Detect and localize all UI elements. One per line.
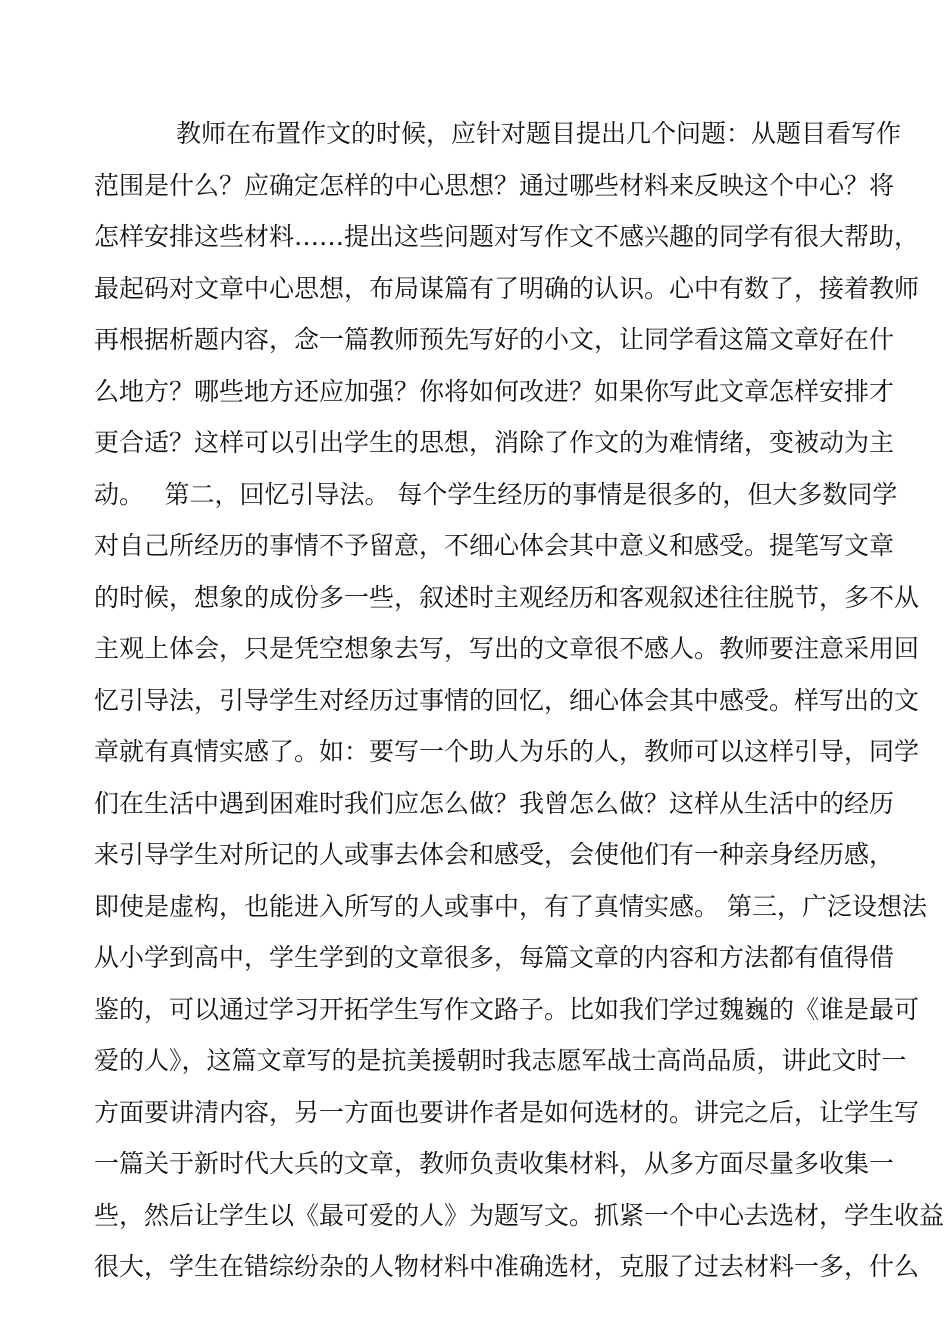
text-line: 们在生活中遇到困难时我们应怎么做？我曾怎么做？这样从生活中的经历 <box>94 788 895 818</box>
text-line: 爱的人》，这篇文章写的是抗美援朝时我志愿军战士高尚品质，讲此文时一 <box>94 1046 907 1075</box>
text-line: 的时候，想象的成份多一些，叙述时主观经历和客观叙述往往脱节，多不从 <box>94 582 920 612</box>
text-line: 来引导学生对所记的人或事去体会和感受，会使他们有一种亲身经历感， <box>94 840 895 869</box>
text-line: 忆引导法，引导学生对经历过事情的回忆，细心体会其中感受。样写出的文 <box>94 685 920 715</box>
text-line: 动。 第二，回忆引导法。 每个学生经历的事情是很多的，但大多数同学 <box>94 479 898 509</box>
text-line: 怎样安排这些材料……提出这些问题对写作文不感兴趣的同学有很大帮助， <box>94 222 920 251</box>
text-line: 鉴的，可以通过学习开拓学生写作文路子。比如我们学过魏巍的《谁是最可 <box>94 994 920 1024</box>
text-line: 方面要讲清内容，另一方面也要讲作者是如何选材的。讲完之后，让学生写 <box>94 1097 920 1127</box>
text-line: 很大，学生在错综纷杂的人物材料中准确选材，克服了过去材料一多，什么 <box>94 1252 920 1281</box>
text-line: 更合适？这样可以引出学生的思想，消除了作文的为难情绪，变被动为主 <box>94 428 895 457</box>
text-line: 范围是什么？应确定怎样的中心思想？通过哪些材料来反映这个中心？将 <box>94 170 895 200</box>
text-line: 么地方？哪些地方还应加强？你将如何改进？如果你写此文章怎样安排才 <box>94 376 895 406</box>
body-text <box>94 108 945 1293</box>
text-line: 些，然后让学生以《最可爱的人》为题写文。抓紧一个中心去选材，学生收益 <box>94 1200 945 1230</box>
text-line: 教师在布置作文的时候，应针对题目提出几个问题：从题目看写作 <box>176 119 902 148</box>
text-line: 主观上体会，只是凭空想象去写，写出的文章很不感人。教师要注意采用回 <box>94 634 920 663</box>
text-line: 即使是虚构，也能进入所写的人或事中，有了真情实感。 第三，广泛设想法 <box>94 891 927 921</box>
text-line: 再根据析题内容，念一篇教师预先写好的小文，让同学看这篇文章好在什 <box>94 325 895 354</box>
text-line: 从小学到高中，学生学到的文章很多，每篇文章的内容和方法都有值得借 <box>94 943 895 972</box>
text-line: 章就有真情实感了。如：要写一个助人为乐的人，教师可以这样引导，同学 <box>94 737 920 766</box>
text-line: 对自己所经历的事情不予留意，不细心体会其中意义和感受。提笔写文章 <box>94 531 895 560</box>
text-line: 一篇关于新时代大兵的文章，教师负责收集材料，从多方面尽量多收集一 <box>94 1149 895 1178</box>
text-line: 最起码对文章中心思想，布局谋篇有了明确的认识。心中有数了，接着教师 <box>94 273 920 303</box>
